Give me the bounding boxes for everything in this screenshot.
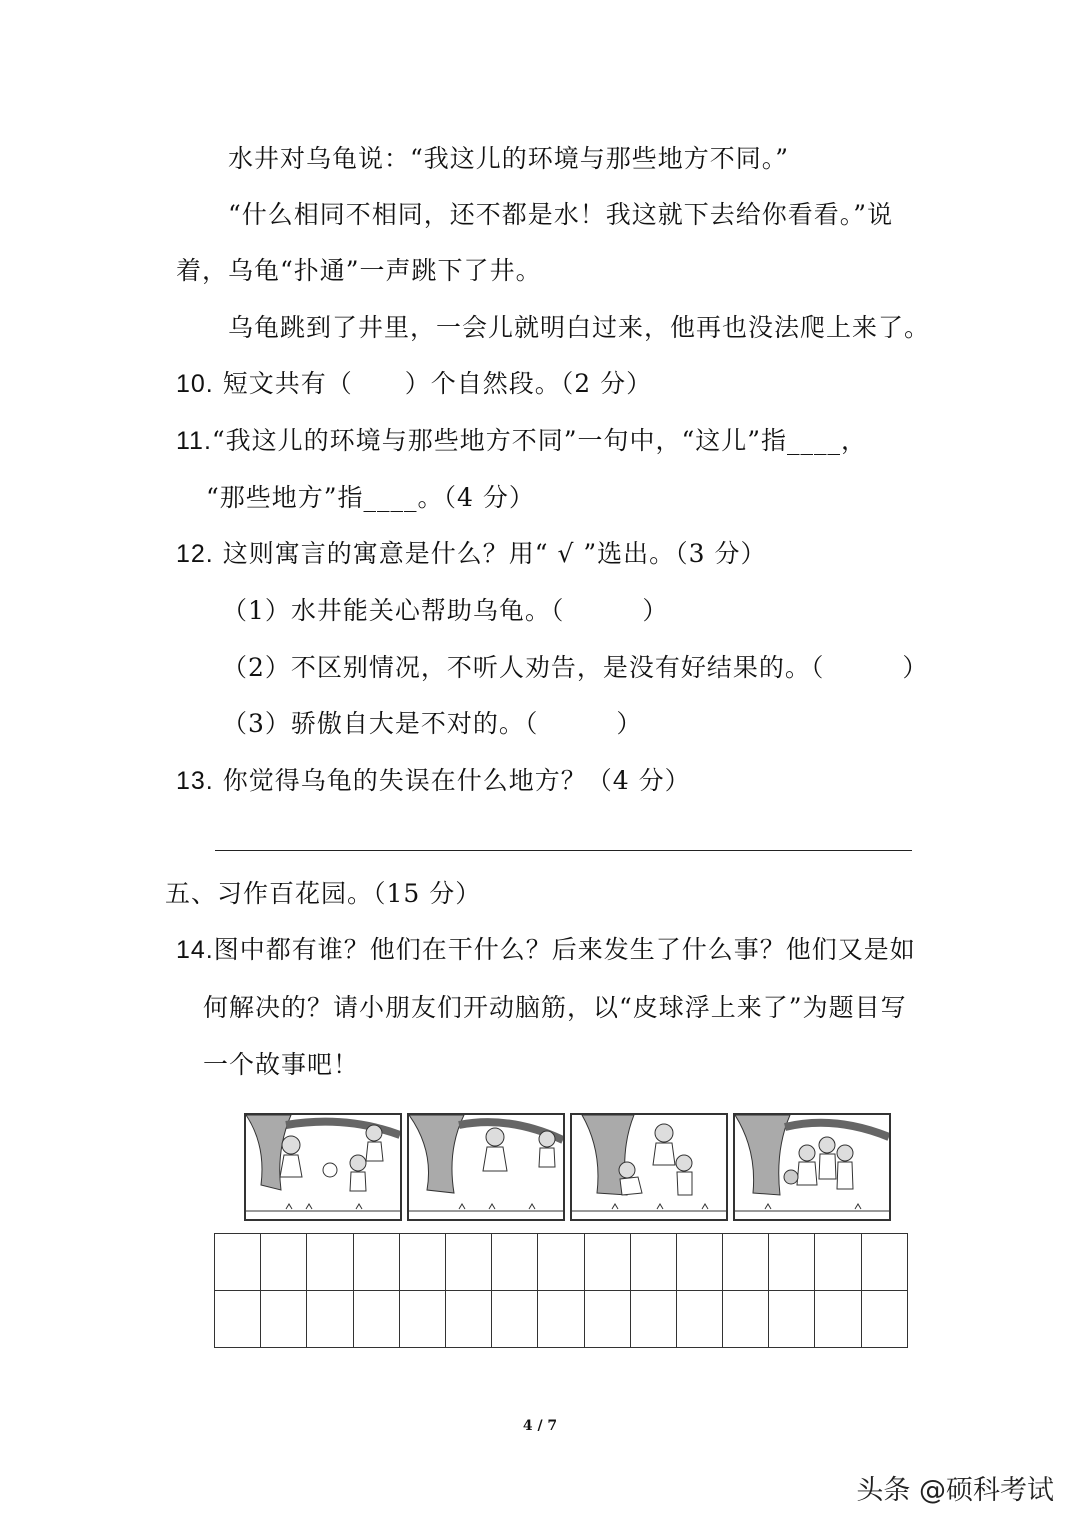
question-14-line-3: 一个故事吧！ — [203, 1050, 360, 1079]
question-13-number: 13. — [176, 767, 214, 795]
writing-cell[interactable] — [445, 1291, 491, 1348]
passage-paragraph-3: 乌龟跳到了井里，一会儿就明白过来，他再也没法爬上来了。 — [228, 313, 931, 342]
section-5-title: 五、习作百花园。（15 分） — [165, 879, 482, 908]
question-14-line-1 — [176, 932, 916, 968]
writing-cell[interactable] — [584, 1234, 630, 1291]
answer-line — [215, 850, 912, 851]
writing-cell[interactable] — [307, 1234, 353, 1291]
writing-cell[interactable] — [492, 1291, 538, 1348]
writing-cell[interactable] — [584, 1291, 630, 1348]
story-panel-4 — [733, 1113, 891, 1221]
writing-cell[interactable] — [261, 1234, 307, 1291]
writing-cell[interactable] — [261, 1291, 307, 1348]
writing-cell[interactable] — [215, 1291, 261, 1348]
writing-cell[interactable] — [723, 1291, 769, 1348]
story-panel-1 — [244, 1113, 402, 1221]
question-11-line-2: “那些地方”指____。（4 分） — [206, 483, 535, 512]
passage-paragraph-2-line-1: “什么相同不相同，还不都是水！我这就下去给你看看。”说 — [228, 200, 894, 229]
question-11-number: 11. — [176, 427, 212, 455]
question-11-text-1: “我这儿的环境与那些地方不同”一句中，“这儿”指____， — [211, 426, 868, 455]
watermark: 头条 @硕科考试 — [856, 1475, 1054, 1506]
story-panel-2 — [407, 1113, 565, 1221]
panel-1-illustration — [246, 1115, 400, 1219]
writing-cell[interactable] — [630, 1234, 676, 1291]
writing-cell[interactable] — [861, 1234, 907, 1291]
panel-3-illustration — [572, 1115, 726, 1219]
passage-paragraph-1: 水井对乌龟说：“我这儿的环境与那些地方不同。” — [228, 144, 790, 173]
question-10-text: 短文共有（ ）个自然段。（2 分） — [222, 369, 653, 398]
writing-cell[interactable] — [307, 1291, 353, 1348]
writing-grid-row — [215, 1234, 908, 1291]
question-12-option-2: （2）不区别情况，不听人劝告，是没有好结果的。（ ） — [222, 653, 929, 682]
writing-grid-row — [215, 1291, 908, 1348]
panel-4-illustration — [735, 1115, 889, 1219]
writing-cell[interactable] — [538, 1234, 584, 1291]
question-12-text: 这则寓言的寓意是什么？用“ √ ”选出。（3 分） — [222, 539, 767, 568]
writing-cell[interactable] — [538, 1291, 584, 1348]
writing-cell[interactable] — [815, 1234, 861, 1291]
question-11-line-1 — [176, 423, 867, 459]
writing-cell[interactable] — [215, 1234, 261, 1291]
writing-cell[interactable] — [492, 1234, 538, 1291]
writing-cell[interactable] — [445, 1234, 491, 1291]
writing-cell[interactable] — [399, 1234, 445, 1291]
writing-cell[interactable] — [723, 1234, 769, 1291]
question-13-text: 你觉得乌龟的失误在什么地方？（4 分） — [222, 766, 691, 795]
question-10 — [176, 366, 652, 402]
question-13 — [176, 763, 691, 799]
story-panel-3 — [570, 1113, 728, 1221]
question-10-number: 10. — [176, 370, 214, 398]
question-12 — [176, 536, 766, 572]
story-picture-strip — [244, 1113, 890, 1221]
question-14-text-1: 图中都有谁？他们在干什么？后来发生了什么事？他们又是如 — [213, 935, 916, 964]
question-12-option-3: （3）骄傲自大是不对的。（ ） — [222, 709, 643, 738]
writing-cell[interactable] — [861, 1291, 907, 1348]
page-number: 4 / 7 — [522, 1418, 558, 1434]
writing-cell[interactable] — [353, 1291, 399, 1348]
writing-cell[interactable] — [353, 1234, 399, 1291]
writing-cell[interactable] — [676, 1291, 722, 1348]
writing-cell[interactable] — [769, 1234, 815, 1291]
question-12-number: 12. — [176, 540, 214, 568]
writing-cell[interactable] — [769, 1291, 815, 1348]
panel-2-illustration — [409, 1115, 563, 1219]
passage-paragraph-2-line-2: 着，乌龟“扑通”一声跳下了井。 — [176, 256, 542, 285]
writing-grid — [214, 1233, 908, 1348]
writing-cell[interactable] — [399, 1291, 445, 1348]
question-12-option-1: （1）水井能关心帮助乌龟。（ ） — [222, 596, 669, 625]
question-14-number: 14. — [176, 936, 214, 964]
question-14-line-2: 何解决的？请小朋友们开动脑筋，以“皮球浮上来了”为题目写 — [203, 993, 907, 1022]
writing-cell[interactable] — [676, 1234, 722, 1291]
writing-cell[interactable] — [815, 1291, 861, 1348]
writing-cell[interactable] — [630, 1291, 676, 1348]
